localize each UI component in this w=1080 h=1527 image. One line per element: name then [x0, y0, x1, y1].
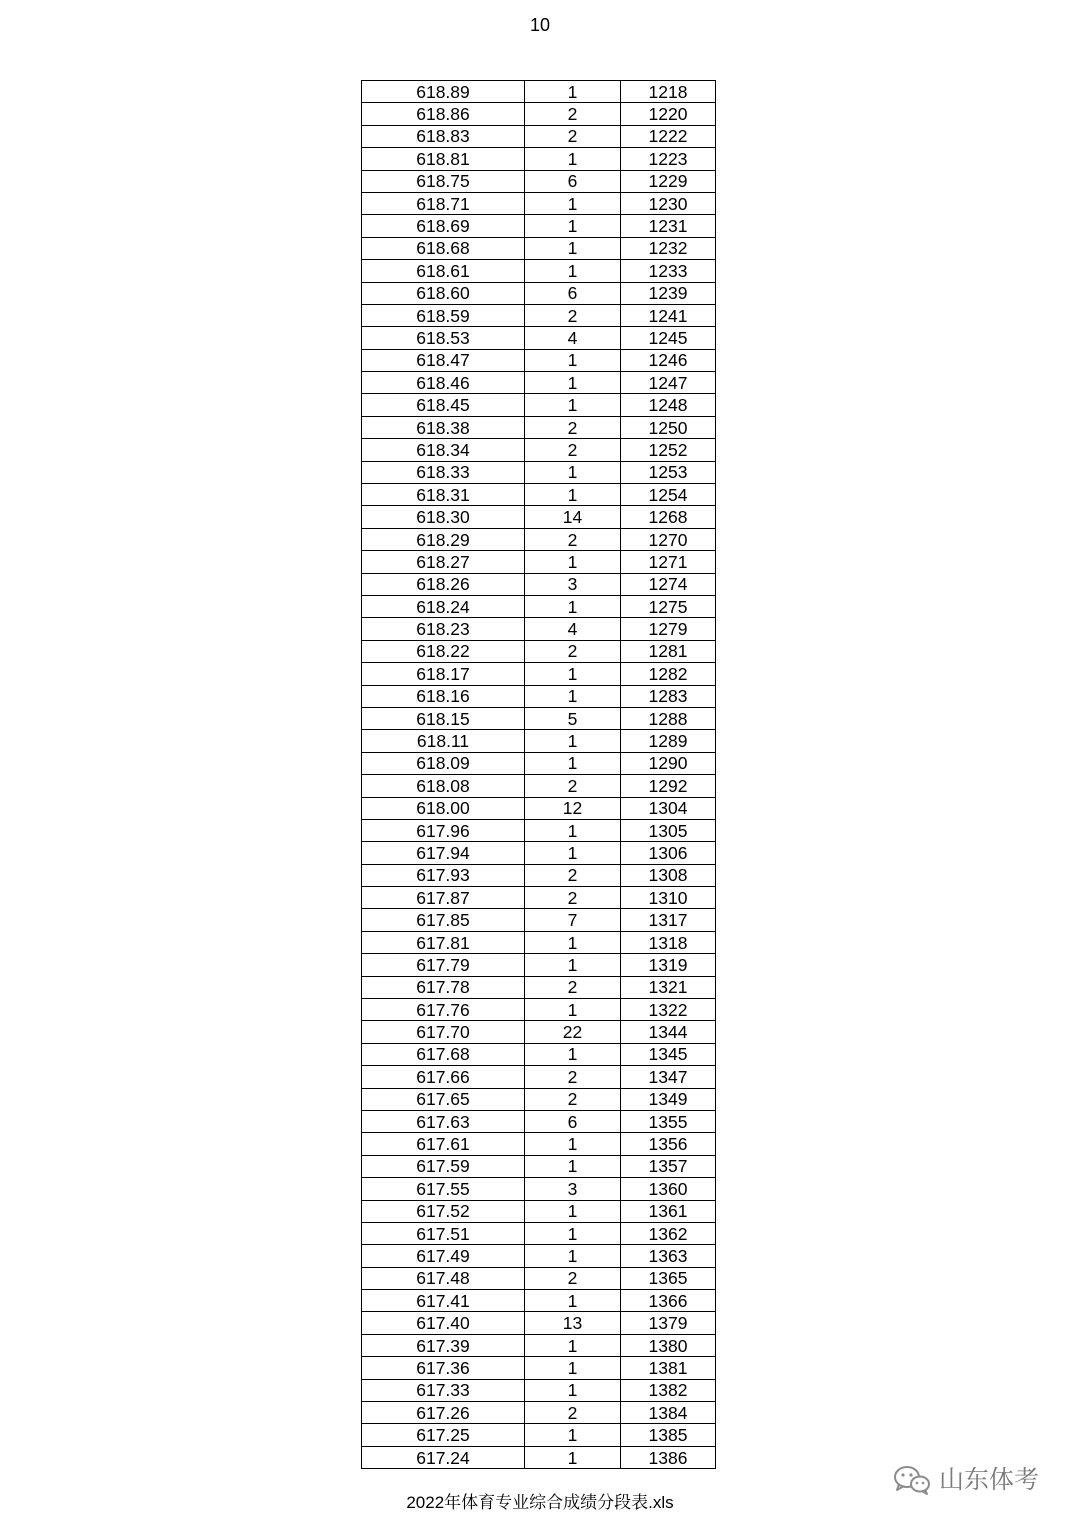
- score-cell: 617.68: [362, 1043, 525, 1065]
- cumulative-cell: 1319: [621, 954, 716, 976]
- cumulative-cell: 1281: [621, 640, 716, 662]
- count-cell: 1: [525, 1424, 621, 1446]
- table-row: [362, 931, 716, 953]
- score-cell: 617.36: [362, 1357, 525, 1379]
- table-row: [362, 685, 716, 707]
- count-cell: 14: [525, 506, 621, 528]
- score-cell: 618.09: [362, 752, 525, 774]
- count-cell: 12: [525, 797, 621, 819]
- score-cell: 617.93: [362, 864, 525, 886]
- score-cell: 617.49: [362, 1245, 525, 1267]
- count-cell: 2: [525, 1066, 621, 1088]
- score-cell: 617.55: [362, 1178, 525, 1200]
- footer-file-name: 2022年体育专业综合成绩分段表.xls: [406, 1493, 674, 1512]
- score-cell: 618.45: [362, 394, 525, 416]
- table-row: [362, 260, 716, 282]
- cumulative-cell: 1360: [621, 1178, 716, 1200]
- table-row: [362, 1379, 716, 1401]
- score-cell: 617.25: [362, 1424, 525, 1446]
- count-cell: 1: [525, 954, 621, 976]
- table-row: [362, 1066, 716, 1088]
- table-row: [362, 864, 716, 886]
- score-cell: 618.16: [362, 685, 525, 707]
- score-cell: 618.46: [362, 372, 525, 394]
- count-cell: 4: [525, 618, 621, 640]
- table-row: [362, 618, 716, 640]
- count-cell: 2: [525, 1402, 621, 1424]
- cumulative-cell: 1274: [621, 573, 716, 595]
- count-cell: 1: [525, 81, 621, 103]
- score-cell: 617.26: [362, 1402, 525, 1424]
- count-cell: 2: [525, 1088, 621, 1110]
- score-cell: 618.08: [362, 775, 525, 797]
- score-cell: 617.41: [362, 1290, 525, 1312]
- table-row: [362, 528, 716, 550]
- count-cell: 5: [525, 707, 621, 729]
- count-cell: 3: [525, 573, 621, 595]
- watermark-text: 山东体考: [939, 1465, 1040, 1494]
- score-cell: 617.76: [362, 999, 525, 1021]
- table-row: [362, 304, 716, 326]
- count-cell: 1: [525, 1446, 621, 1468]
- score-cell: 618.22: [362, 640, 525, 662]
- table-row: [362, 1110, 716, 1132]
- count-cell: 1: [525, 372, 621, 394]
- cumulative-cell: 1306: [621, 842, 716, 864]
- score-cell: 617.39: [362, 1334, 525, 1356]
- cumulative-cell: 1308: [621, 864, 716, 886]
- cumulative-cell: 1268: [621, 506, 716, 528]
- table-row: [362, 125, 716, 147]
- score-cell: 617.61: [362, 1133, 525, 1155]
- cumulative-cell: 1363: [621, 1245, 716, 1267]
- count-cell: 1: [525, 1222, 621, 1244]
- score-cell: 618.26: [362, 573, 525, 595]
- cumulative-cell: 1345: [621, 1043, 716, 1065]
- cumulative-cell: 1347: [621, 1066, 716, 1088]
- table-row: [362, 439, 716, 461]
- table-row: [362, 752, 716, 774]
- count-cell: 1: [525, 1133, 621, 1155]
- score-cell: 618.81: [362, 148, 525, 170]
- score-cell: 618.69: [362, 215, 525, 237]
- score-cell: 618.86: [362, 103, 525, 125]
- cumulative-cell: 1362: [621, 1222, 716, 1244]
- count-cell: 1: [525, 999, 621, 1021]
- table-row: [362, 954, 716, 976]
- score-cell: 618.53: [362, 327, 525, 349]
- score-cell: 617.81: [362, 931, 525, 953]
- count-cell: 1: [525, 663, 621, 685]
- score-cell: 618.60: [362, 282, 525, 304]
- cumulative-cell: 1349: [621, 1088, 716, 1110]
- table-row: [362, 372, 716, 394]
- cumulative-cell: 1379: [621, 1312, 716, 1334]
- count-cell: 3: [525, 1178, 621, 1200]
- score-cell: 618.83: [362, 125, 525, 147]
- count-cell: 1: [525, 394, 621, 416]
- cumulative-cell: 1292: [621, 775, 716, 797]
- cumulative-cell: 1220: [621, 103, 716, 125]
- score-cell: 617.70: [362, 1021, 525, 1043]
- count-cell: 1: [525, 1379, 621, 1401]
- table-row: [362, 887, 716, 909]
- table-row: [362, 192, 716, 214]
- count-cell: 1: [525, 260, 621, 282]
- table-row: [362, 707, 716, 729]
- table-row: [362, 573, 716, 595]
- score-cell: 618.00: [362, 797, 525, 819]
- table-row: [362, 1424, 716, 1446]
- table-row: [362, 551, 716, 573]
- cumulative-cell: 1279: [621, 618, 716, 640]
- cumulative-cell: 1231: [621, 215, 716, 237]
- cumulative-cell: 1386: [621, 1446, 716, 1468]
- score-cell: 618.24: [362, 595, 525, 617]
- table-row: [362, 819, 716, 841]
- score-cell: 617.33: [362, 1379, 525, 1401]
- count-cell: 7: [525, 909, 621, 931]
- count-cell: 2: [525, 528, 621, 550]
- page-number: 10: [529, 15, 551, 35]
- cumulative-cell: 1344: [621, 1021, 716, 1043]
- score-cell: 617.52: [362, 1200, 525, 1222]
- count-cell: 1: [525, 752, 621, 774]
- table-row: [362, 1222, 716, 1244]
- table-row: [362, 461, 716, 483]
- cumulative-cell: 1380: [621, 1334, 716, 1356]
- count-cell: 1: [525, 1245, 621, 1267]
- score-cell: 618.29: [362, 528, 525, 550]
- cumulative-cell: 1218: [621, 81, 716, 103]
- table-row: [362, 416, 716, 438]
- cumulative-cell: 1275: [621, 595, 716, 617]
- cumulative-cell: 1322: [621, 999, 716, 1021]
- count-cell: 1: [525, 1334, 621, 1356]
- count-cell: 2: [525, 125, 621, 147]
- cumulative-cell: 1317: [621, 909, 716, 931]
- table-row: [362, 506, 716, 528]
- score-cell: 617.87: [362, 887, 525, 909]
- table-row: [362, 215, 716, 237]
- count-cell: 1: [525, 595, 621, 617]
- score-cell: 618.61: [362, 260, 525, 282]
- count-cell: 1: [525, 931, 621, 953]
- count-cell: 1: [525, 1357, 621, 1379]
- table-row: [362, 1133, 716, 1155]
- cumulative-cell: 1361: [621, 1200, 716, 1222]
- count-cell: 1: [525, 551, 621, 573]
- count-cell: 6: [525, 1110, 621, 1132]
- cumulative-cell: 1271: [621, 551, 716, 573]
- count-cell: 2: [525, 864, 621, 886]
- table-row: [362, 1267, 716, 1289]
- score-cell: 617.96: [362, 819, 525, 841]
- count-cell: 6: [525, 170, 621, 192]
- count-cell: 1: [525, 1200, 621, 1222]
- score-cell: 618.59: [362, 304, 525, 326]
- score-cell: 618.47: [362, 349, 525, 371]
- cumulative-cell: 1357: [621, 1155, 716, 1177]
- score-cell: 617.51: [362, 1222, 525, 1244]
- cumulative-cell: 1305: [621, 819, 716, 841]
- table-row: [362, 1088, 716, 1110]
- table-row: [362, 1312, 716, 1334]
- count-cell: 2: [525, 976, 621, 998]
- table-row: [362, 394, 716, 416]
- cumulative-cell: 1223: [621, 148, 716, 170]
- count-cell: 1: [525, 1155, 621, 1177]
- count-cell: 2: [525, 304, 621, 326]
- table-row: [362, 730, 716, 752]
- cumulative-cell: 1222: [621, 125, 716, 147]
- count-cell: 1: [525, 685, 621, 707]
- count-cell: 4: [525, 327, 621, 349]
- cumulative-cell: 1247: [621, 372, 716, 394]
- cumulative-cell: 1248: [621, 394, 716, 416]
- score-cell: 618.34: [362, 439, 525, 461]
- table-row: [362, 1334, 716, 1356]
- cumulative-cell: 1310: [621, 887, 716, 909]
- score-cell: 618.33: [362, 461, 525, 483]
- cumulative-cell: 1241: [621, 304, 716, 326]
- table-row: [362, 775, 716, 797]
- cumulative-cell: 1283: [621, 685, 716, 707]
- count-cell: 1: [525, 349, 621, 371]
- count-cell: 1: [525, 1290, 621, 1312]
- cumulative-cell: 1233: [621, 260, 716, 282]
- count-cell: 1: [525, 842, 621, 864]
- table-row: [362, 1357, 716, 1379]
- cumulative-cell: 1356: [621, 1133, 716, 1155]
- table-row: [362, 1021, 716, 1043]
- table-row: [362, 797, 716, 819]
- score-cell: 617.94: [362, 842, 525, 864]
- cumulative-cell: 1384: [621, 1402, 716, 1424]
- score-cell: 618.23: [362, 618, 525, 640]
- score-cell: 618.30: [362, 506, 525, 528]
- table-row: [362, 1155, 716, 1177]
- table-row: [362, 1402, 716, 1424]
- count-cell: 2: [525, 103, 621, 125]
- cumulative-cell: 1230: [621, 192, 716, 214]
- table-row: [362, 237, 716, 259]
- table-row: [362, 842, 716, 864]
- score-cell: 617.65: [362, 1088, 525, 1110]
- cumulative-cell: 1288: [621, 707, 716, 729]
- cumulative-cell: 1381: [621, 1357, 716, 1379]
- cumulative-cell: 1245: [621, 327, 716, 349]
- score-cell: 618.27: [362, 551, 525, 573]
- table-row: [362, 1446, 716, 1468]
- cumulative-cell: 1382: [621, 1379, 716, 1401]
- table-row: [362, 595, 716, 617]
- score-cell: 617.40: [362, 1312, 525, 1334]
- score-cell: 618.71: [362, 192, 525, 214]
- count-cell: 1: [525, 215, 621, 237]
- score-cell: 617.66: [362, 1066, 525, 1088]
- score-cell: 617.48: [362, 1267, 525, 1289]
- table-row: [362, 1290, 716, 1312]
- cumulative-cell: 1321: [621, 976, 716, 998]
- count-cell: 2: [525, 439, 621, 461]
- cumulative-cell: 1365: [621, 1267, 716, 1289]
- table-row: [362, 282, 716, 304]
- count-cell: 1: [525, 192, 621, 214]
- table-row: [362, 81, 716, 103]
- cumulative-cell: 1229: [621, 170, 716, 192]
- table-row: [362, 1245, 716, 1267]
- table-row: [362, 1178, 716, 1200]
- score-cell: 617.78: [362, 976, 525, 998]
- count-cell: 1: [525, 461, 621, 483]
- score-cell: 618.31: [362, 484, 525, 506]
- count-cell: 1: [525, 484, 621, 506]
- count-cell: 2: [525, 775, 621, 797]
- cumulative-cell: 1246: [621, 349, 716, 371]
- cumulative-cell: 1290: [621, 752, 716, 774]
- count-cell: 2: [525, 640, 621, 662]
- table-row: [362, 909, 716, 931]
- score-cell: 618.75: [362, 170, 525, 192]
- cumulative-cell: 1282: [621, 663, 716, 685]
- table-row: [362, 1200, 716, 1222]
- table-row: [362, 663, 716, 685]
- count-cell: 1: [525, 819, 621, 841]
- table-row: [362, 327, 716, 349]
- score-cell: 618.17: [362, 663, 525, 685]
- cumulative-cell: 1289: [621, 730, 716, 752]
- cumulative-cell: 1239: [621, 282, 716, 304]
- score-distribution-table: [361, 80, 716, 1469]
- count-cell: 2: [525, 887, 621, 909]
- count-cell: 1: [525, 237, 621, 259]
- table-body: [362, 81, 716, 1469]
- cumulative-cell: 1253: [621, 461, 716, 483]
- cumulative-cell: 1385: [621, 1424, 716, 1446]
- cumulative-cell: 1232: [621, 237, 716, 259]
- count-cell: 22: [525, 1021, 621, 1043]
- cumulative-cell: 1270: [621, 528, 716, 550]
- count-cell: 1: [525, 148, 621, 170]
- score-cell: 618.68: [362, 237, 525, 259]
- table-row: [362, 640, 716, 662]
- score-cell: 617.85: [362, 909, 525, 931]
- cumulative-cell: 1250: [621, 416, 716, 438]
- count-cell: 13: [525, 1312, 621, 1334]
- table-row: [362, 999, 716, 1021]
- cumulative-cell: 1252: [621, 439, 716, 461]
- score-cell: 617.63: [362, 1110, 525, 1132]
- score-cell: 617.24: [362, 1446, 525, 1468]
- count-cell: 2: [525, 416, 621, 438]
- table-row: [362, 103, 716, 125]
- table-row: [362, 349, 716, 371]
- count-cell: 6: [525, 282, 621, 304]
- score-cell: 618.89: [362, 81, 525, 103]
- score-cell: 617.59: [362, 1155, 525, 1177]
- table-row: [362, 484, 716, 506]
- table-row: [362, 170, 716, 192]
- cumulative-cell: 1304: [621, 797, 716, 819]
- count-cell: 2: [525, 1267, 621, 1289]
- score-cell: 617.79: [362, 954, 525, 976]
- count-cell: 1: [525, 730, 621, 752]
- score-cell: 618.38: [362, 416, 525, 438]
- table-row: [362, 976, 716, 998]
- cumulative-cell: 1366: [621, 1290, 716, 1312]
- cumulative-cell: 1254: [621, 484, 716, 506]
- table-row: [362, 1043, 716, 1065]
- score-cell: 618.15: [362, 707, 525, 729]
- cumulative-cell: 1355: [621, 1110, 716, 1132]
- score-cell: 618.11: [362, 730, 525, 752]
- cumulative-cell: 1318: [621, 931, 716, 953]
- count-cell: 1: [525, 1043, 621, 1065]
- table-row: [362, 148, 716, 170]
